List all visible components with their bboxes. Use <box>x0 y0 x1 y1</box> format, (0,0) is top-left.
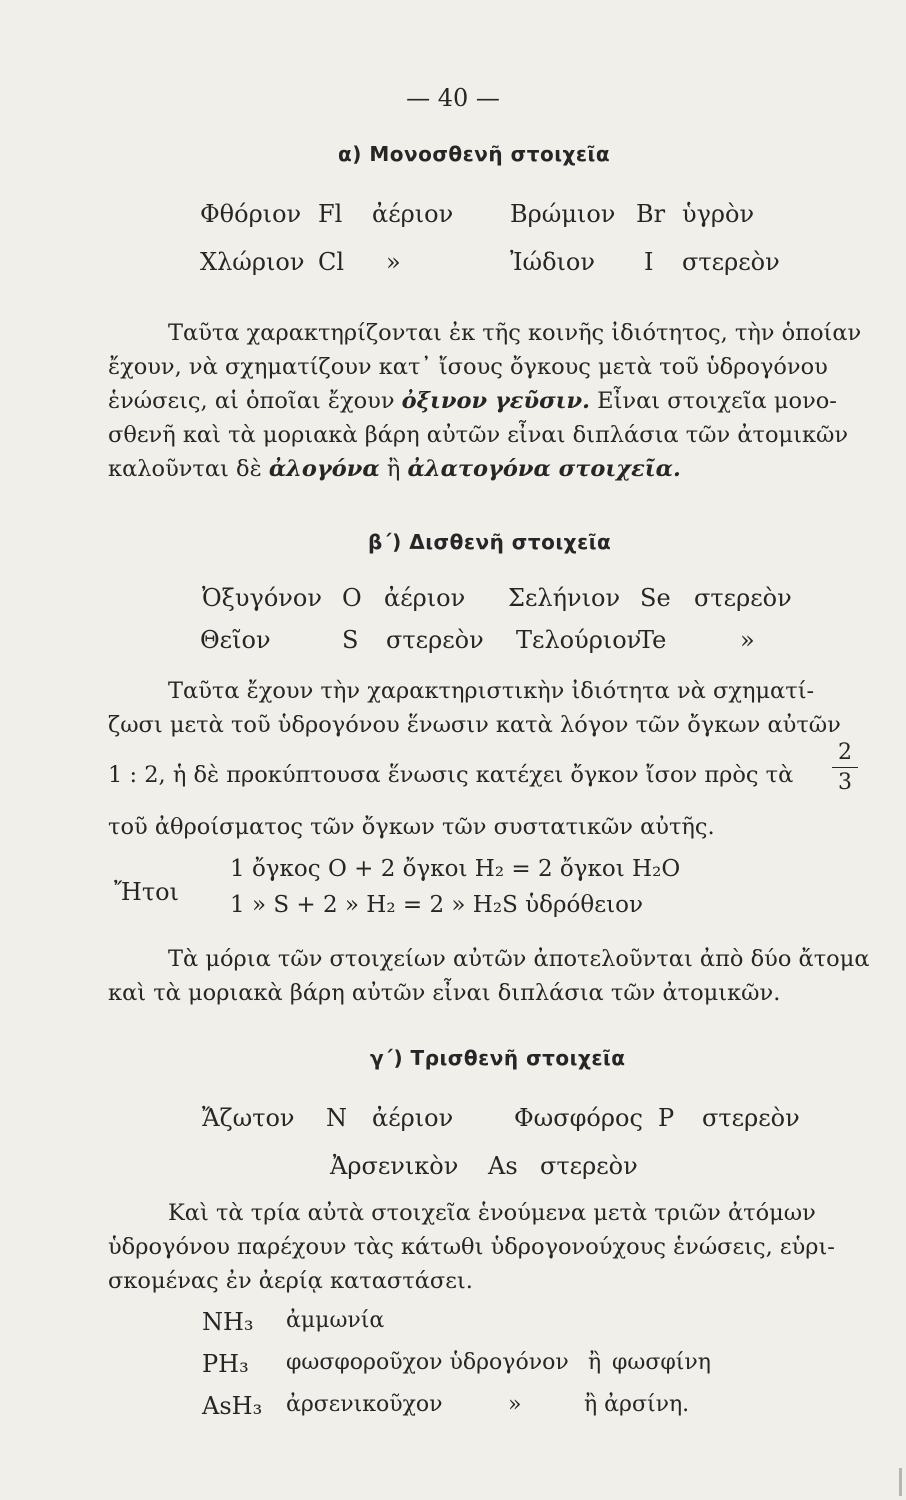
fraction-bar <box>832 767 858 768</box>
text-line: σκομένας ἐν ἀερίᾳ καταστάσει. <box>108 1268 473 1294</box>
compound-ditto: » <box>508 1392 522 1417</box>
element-state: στερεὸν <box>702 1104 800 1132</box>
element-name: Φωσφόρος <box>514 1104 643 1132</box>
equation-h2s: 1 » S + 2 » H₂ = 2 » H₂S ὑδρόθειον <box>230 892 643 918</box>
compound-formula: AsH₃ <box>202 1392 263 1420</box>
compound-formula: NH₃ <box>202 1308 254 1336</box>
text-line: Τὰ μόρια τῶν στοιχείων αὐτῶν ἀποτελοῦνται ἀπὸ δύο ἄτομα <box>168 946 870 972</box>
element-symbol: O <box>342 584 362 612</box>
text-line <box>108 452 798 486</box>
element-state: ἀέριον <box>372 1104 454 1132</box>
bold-term: ἀλογόνα <box>268 456 380 482</box>
element-name: Φθόριον <box>200 200 302 228</box>
element-state: στερεὸν <box>540 1152 638 1180</box>
heading-monovalent: α) Μονοσθενῆ στοιχεῖα <box>338 142 611 166</box>
compound-name: ἀμμωνία <box>286 1308 385 1333</box>
text-line-part: Εἶναι στοιχεῖα μονο- <box>590 388 837 414</box>
text-line-part: ἑνώσεις, αἱ ὁποῖαι ἔχουν <box>108 388 402 414</box>
paragraph-molecules <box>108 942 870 1010</box>
text-line: ζωσι μετὰ τοῦ ὑδρογόνου ἕνωσιν κατὰ λόγον τῶν ὄγκων αὐτῶν <box>108 712 841 738</box>
element-name: Ἄζωτον <box>202 1104 295 1132</box>
element-symbol: Se <box>640 584 671 612</box>
bold-term: ὀξινον γεῦσιν. <box>401 388 591 414</box>
element-state: ὑγρὸν <box>682 200 755 228</box>
page-number: — 40 — <box>406 84 500 112</box>
compound-alt-name: ἢ ἀρσίνη. <box>584 1392 690 1417</box>
equation-water: 1 ὄγκος O + 2 ὄγκοι H₂ = 2 ὄγκοι H₂O <box>230 856 681 882</box>
compound-formula: PH₃ <box>202 1350 249 1378</box>
element-state: στερεὸν <box>694 584 792 612</box>
element-symbol: Te <box>638 626 667 654</box>
compound-or: ἢ <box>588 1350 602 1375</box>
paragraph-divalent <box>108 674 841 742</box>
element-symbol: Fl <box>318 200 343 228</box>
page-edge-mark <box>899 1468 902 1496</box>
element-state: στερεὸν <box>682 248 780 276</box>
element-state: ἀέριον <box>384 584 466 612</box>
element-name: Χλώριον <box>200 248 305 276</box>
element-symbol: I <box>644 248 654 276</box>
text-line: 1 : 2, ἡ δὲ προκύπτουσα ἕνωσις κατέχει ὄγκον ἴσον πρὸς τὰ <box>108 762 794 788</box>
element-state: » <box>386 248 401 276</box>
text-line: τοῦ ἀθροίσματος τῶν ὄγκων τῶν συστατικῶν αὐτῆς. <box>108 814 715 840</box>
element-name: Σελήνιον <box>508 584 621 612</box>
element-symbol: Br <box>636 200 666 228</box>
element-name: Ὀξυγόνον <box>202 584 322 612</box>
paragraph-divalent-end <box>108 810 798 844</box>
text-line: καὶ τὰ μοριακὰ βάρη αὐτῶν εἶναι διπλάσια τῶν ἀτομικῶν. <box>108 980 781 1006</box>
element-symbol: Cl <box>318 248 345 276</box>
element-name: Βρώμιον <box>510 200 616 228</box>
text-line: Ταῦτα χαρακτηρίζονται ἐκ τῆς κοινῆς ἰδιότητος, τὴν ὁποίαν <box>168 320 862 346</box>
element-symbol: N <box>326 1104 347 1132</box>
element-symbol: As <box>488 1152 518 1180</box>
fraction-denominator: 3 <box>838 770 852 795</box>
compound-name: ἀρσενικοῦχον <box>286 1392 443 1417</box>
element-state: ἀέριον <box>372 200 454 228</box>
heading-divalent: β΄) Δισθενῆ στοιχεῖα <box>368 530 612 554</box>
paragraph-divalent-cont <box>108 758 794 792</box>
element-symbol: S <box>342 626 359 654</box>
element-name: Τελούριον <box>516 626 642 654</box>
text-line: σθενῆ καὶ τὰ μοριακὰ βάρη αὐτῶν εἶναι διπλάσια τῶν ἀτομικῶν <box>108 422 849 448</box>
text-line: Ταῦτα ἔχουν τὴν χαρακτηριστικὴν ἰδιότητα νὰ σχηματί- <box>168 678 815 704</box>
text-line: ἔχουν, νὰ σχηματίζουν κατ᾽ ἴσους ὄγκους μετὰ τοῦ ὑδρογόνου <box>108 354 828 380</box>
text-line: Καὶ τὰ τρία αὐτὰ στοιχεῖα ἑνούμενα μετὰ τριῶν ἀτόμων <box>168 1200 816 1226</box>
element-name: Θεῖον <box>200 626 271 654</box>
element-name: Ἀρσενικὸν <box>330 1152 459 1180</box>
text-line-part: ἢ <box>379 456 408 482</box>
element-state: στερεὸν <box>386 626 484 654</box>
element-name: Ἰώδιον <box>510 248 595 276</box>
text-line-part: καλοῦνται δὲ <box>108 456 269 482</box>
paragraph-monovalent <box>108 316 862 486</box>
itoi-label: Ἤτοι <box>114 878 179 906</box>
heading-trivalent: γ΄) Τρισθενῆ στοιχεῖα <box>370 1046 626 1070</box>
element-state: » <box>740 626 755 654</box>
paragraph-trivalent <box>108 1196 835 1298</box>
text-line: ὑδρογόνου παρέχουν τὰς κάτωθι ὑδρογονούχους ἑνώσεις, εὑρι- <box>108 1234 835 1260</box>
fraction-two-thirds <box>832 740 858 795</box>
bold-term: ἀλατογόνα στοιχεῖα. <box>407 456 681 482</box>
element-symbol: P <box>658 1104 675 1132</box>
fraction-numerator: 2 <box>838 740 852 765</box>
compound-name: φωσφοροῦχον ὑδρογόνον <box>286 1350 569 1375</box>
compound-alt-name: φωσφίνη <box>612 1350 711 1375</box>
text-line <box>108 384 837 418</box>
